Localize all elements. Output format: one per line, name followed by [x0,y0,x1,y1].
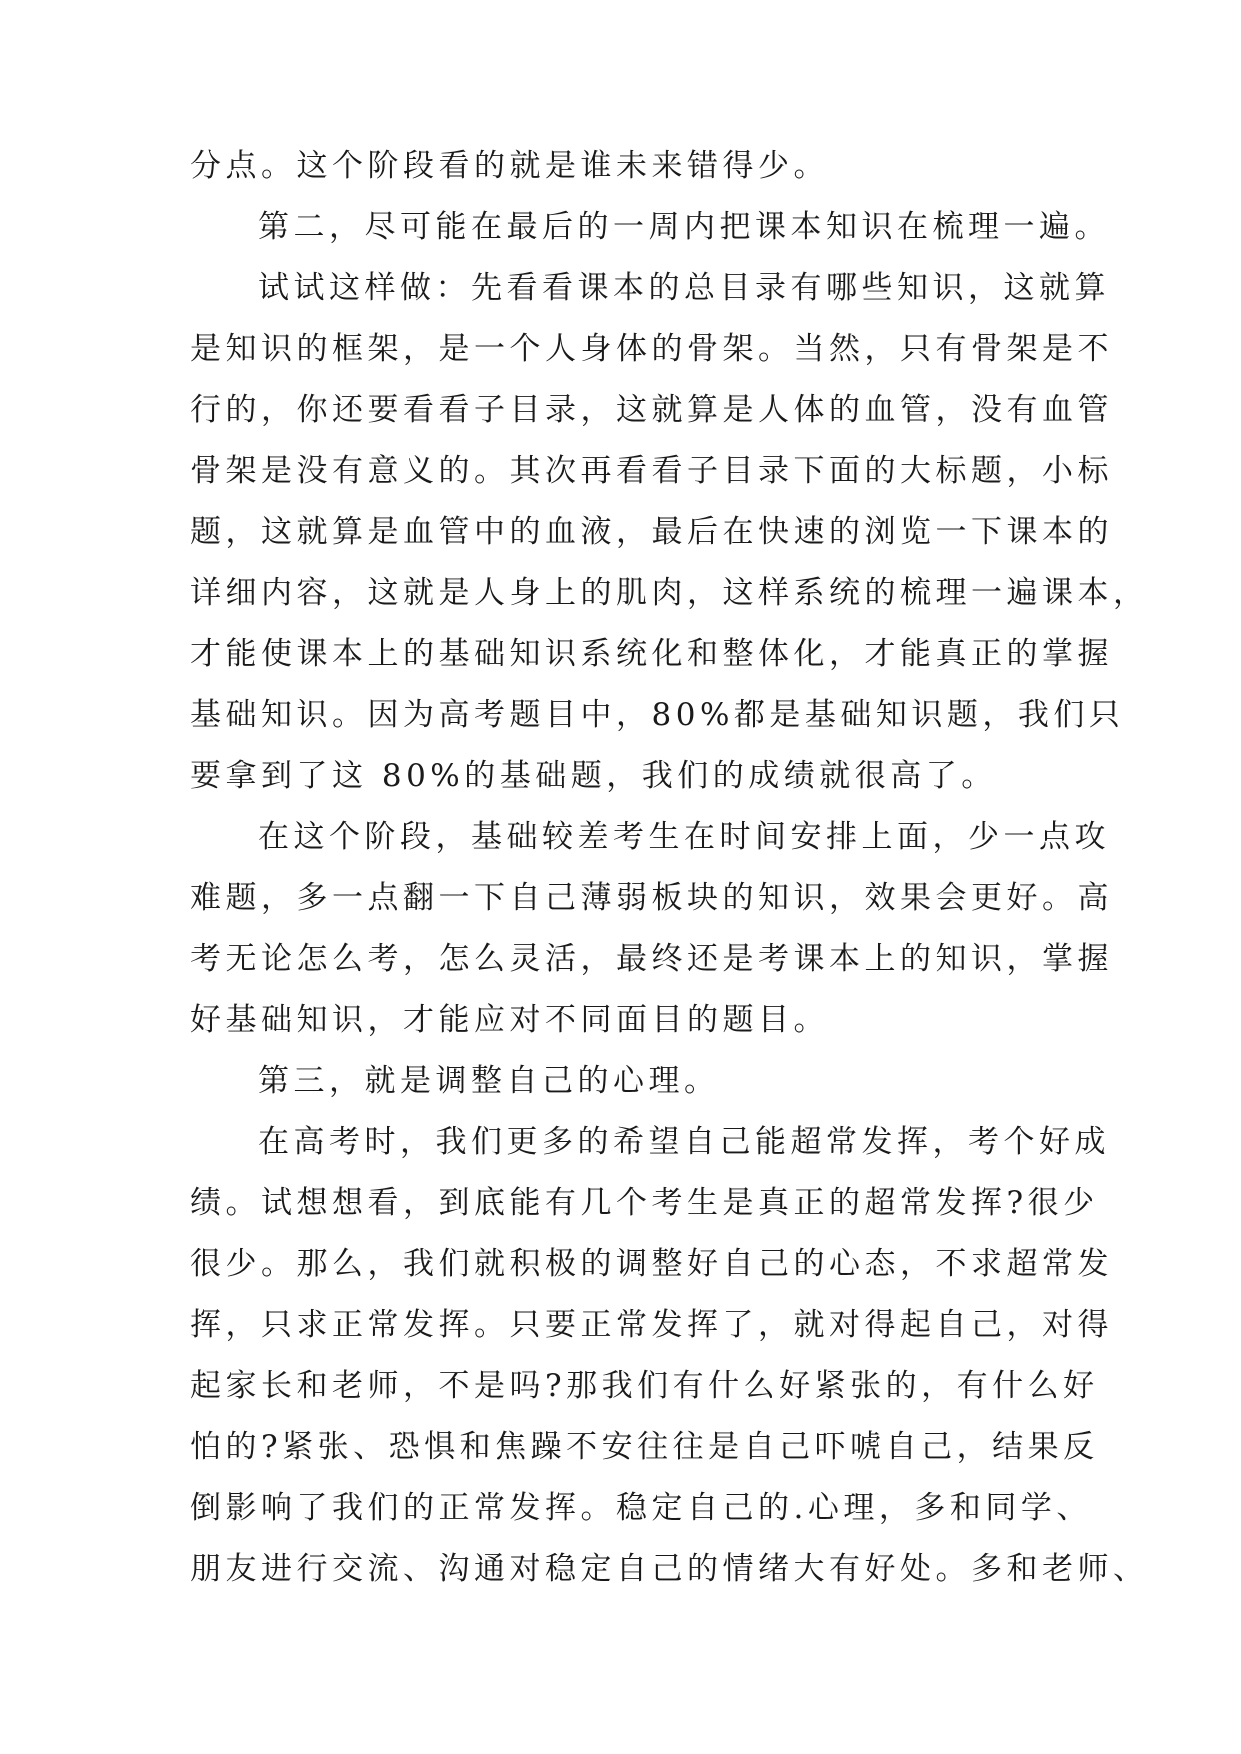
text-line-15: 好基础知识，才能应对不同面目的题目。 [190,1002,829,1038]
text-line-11: 要拿到了这 80%的基础题，我们的成绩就很高了。 [190,758,997,794]
text-line-5: 行的，你还要看看子目录，这就算是人体的血管，没有血管 [190,392,1113,428]
text-line-14: 考无论怎么考，怎么灵活，最终还是考课本上的知识，掌握 [190,941,1113,977]
text-line-20: 挥，只求正常发挥。只要正常发挥了，就对得起自己，对得 [190,1307,1113,1343]
text-line-17: 在高考时，我们更多的希望自己能超常发挥，考个好成 [258,1124,1110,1160]
text-line-24: 朋友进行交流、沟通对稳定自己的情绪大有好处。多和老师、 [190,1551,1149,1587]
text-line-8: 详细内容，这就是人身上的肌肉，这样系统的梳理一遍课本， [190,575,1149,611]
text-line-9: 才能使课本上的基础知识系统化和整体化，才能真正的掌握 [190,636,1113,672]
text-line-1: 分点。这个阶段看的就是谁未来错得少。 [190,148,829,184]
text-line-16: 第三，就是调整自己的心理。 [258,1063,720,1099]
text-line-7: 题，这就算是血管中的血液，最后在快速的浏览一下课本的 [190,514,1113,550]
text-line-22: 怕的?紧张、恐惧和焦躁不安往往是自己吓唬自己，结果反 [190,1429,1099,1465]
text-line-2: 第二，尽可能在最后的一周内把课本知识在梳理一遍。 [258,209,1110,245]
text-line-21: 起家长和老师，不是吗?那我们有什么好紧张的，有什么好 [190,1368,1099,1404]
text-line-19: 很少。那么，我们就积极的调整好自己的心态，不求超常发 [190,1246,1113,1282]
text-line-12: 在这个阶段，基础较差考生在时间安排上面，少一点攻 [258,819,1110,855]
text-line-18: 绩。试想想看，到底能有几个考生是真正的超常发挥?很少 [190,1185,1099,1221]
text-line-4: 是知识的框架，是一个人身体的骨架。当然，只有骨架是不 [190,331,1113,367]
text-line-6: 骨架是没有意义的。其次再看看子目录下面的大标题，小标 [190,453,1113,489]
text-line-10: 基础知识。因为高考题目中，80%都是基础知识题，我们只 [190,697,1125,733]
text-line-13: 难题，多一点翻一下自己薄弱板块的知识，效果会更好。高 [190,880,1113,916]
text-line-23: 倒影响了我们的正常发挥。稳定自己的.心理，多和同学、 [190,1490,1092,1526]
text-line-3: 试试这样做：先看看课本的总目录有哪些知识，这就算 [258,270,1110,306]
